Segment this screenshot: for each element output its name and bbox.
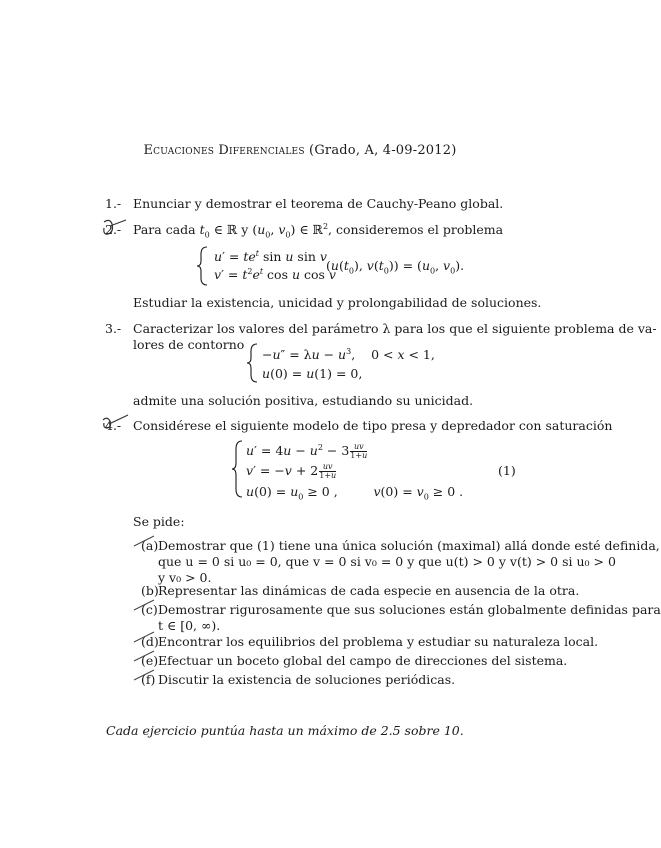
item-a-label: (a) [141, 538, 159, 553]
problem-2-initial-condition: ($u(t_0)$, $v(t_0)) = (u_0$, $v_0$). [326, 258, 465, 276]
handwritten-check-mark-2 [100, 216, 130, 240]
item-a-line-3: y v₀ > 0. [158, 570, 212, 585]
problem-4-brace [231, 440, 245, 498]
item-a-line-1: Demostrar que (1) tiene una única solución (maximal) allá donde esté definida, [158, 538, 660, 553]
problem-1-number: 1.- [105, 196, 122, 211]
problem-2-number: 2.- [105, 222, 122, 237]
problem-2-intro-a: Para cada [133, 222, 196, 237]
problem-3-closing: admite una solución positiva, estudiando su unicidad. [133, 393, 474, 408]
item-c-line-2: t ∈ [0, ∞). [158, 618, 221, 633]
item-d-label: (d) [141, 634, 159, 649]
se-pide: Se pide: [133, 514, 185, 529]
handwritten-tick-a [132, 533, 158, 549]
problem-2-intro-c: , consideremos el problema [328, 222, 504, 237]
handwritten-tick-d [132, 629, 158, 645]
item-f-label: (f) [141, 672, 156, 687]
item-c-line-1: Demostrar rigurosamente que sus soluciones están globalmente definidas para [158, 602, 661, 617]
title-rest: (Grado, A, 4-09-2012) [309, 143, 457, 158]
item-c-label: (c) [141, 602, 158, 617]
problem-4-eq-u: $u' = 4u - u^2 - 3$ $\frac{uv}{1+u}$ [246, 442, 368, 460]
equation-number: (1) [498, 463, 516, 478]
handwritten-tick-f [132, 667, 158, 683]
title-caps: Ecuaciones Diferenciales [143, 143, 305, 158]
problem-2-eq-v: $v' = t^2e^t$ cos u cos v [214, 266, 336, 282]
item-f-line-1: Discutir la existencia de soluciones periódicas. [158, 672, 456, 687]
problem-2-eq-u: $u' = te^t$ sin u sin v [214, 248, 327, 264]
problem-4-initial: $u(0) = u_0 \ge 0$ , $v(0) = v_0 \ge 0$ . [246, 484, 464, 502]
item-e-label: (e) [141, 653, 159, 668]
problem-3-eq: $-u'' = \lambda u - u^3$, 0 < x < 1, [262, 346, 435, 362]
problem-2-intro-b: y [241, 222, 249, 237]
item-b-label: (b) [141, 583, 159, 598]
grading-note: Cada ejercicio puntúa hasta un máximo de 2.5 sobre 10. [106, 723, 464, 738]
problem-4-intro: Considérese el siguiente modelo de tipo presa y depredador con saturación [133, 418, 613, 433]
problem-2-closing: Estudiar la existencia, unicidad y prolongabilidad de soluciones. [133, 295, 542, 310]
problem-1-text: Enunciar y demostrar el teorema de Cauchy-Peano global. [133, 196, 504, 211]
problem-3-number: 3.- [105, 321, 122, 336]
item-d-line-1: Encontrar los equilibrios del problema y estudiar su naturaleza local. [158, 634, 599, 649]
problem-3-line-1: Caracterizar los valores del parámetro λ para los que el siguiente problema de va- [133, 321, 657, 336]
handwritten-tick-e [132, 648, 158, 664]
item-b-line-1: Representar las dinámicas de cada especie en ausencia de la otra. [158, 583, 580, 598]
problem-2-brace [196, 246, 210, 286]
item-e-line-1: Efectuar un boceto global del campo de direcciones del sistema. [158, 653, 568, 668]
problem-2-intro: Para cada $t_0$ ∈ ℝ y ($u_0$, $v_0$) ∈ ℝ$^2$, consideremos el problema [133, 221, 504, 240]
problem-4-number: 4.- [105, 418, 122, 433]
handwritten-tick-c [132, 597, 158, 613]
problem-4-eq-v: v′ = −v + 2 $\frac{uv}{1+u}$ [246, 462, 337, 480]
item-a-line-2: que u = 0 si u₀ = 0, que v = 0 si v₀ = 0 y que u(t) > 0 y v(t) > 0 si u₀ > 0 [158, 554, 616, 569]
problem-3-line-2: lores de contorno [133, 337, 245, 352]
problem-3-brace [246, 343, 260, 383]
problem-3-boundary: u(0) = u(1) = 0, [262, 366, 363, 381]
handwritten-check-mark-4 [100, 412, 132, 434]
exam-title [0, 143, 600, 158]
